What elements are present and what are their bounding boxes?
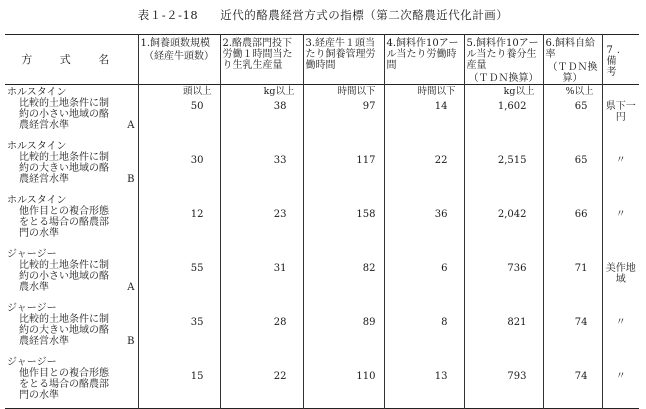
table-title bbox=[0, 7, 646, 23]
header-remarks: 7.備 考 bbox=[602, 35, 639, 85]
remarks-cell: 県下一円 bbox=[602, 85, 639, 139]
description-line: をとる場合の酪農部 bbox=[19, 216, 109, 228]
method-description bbox=[7, 368, 135, 401]
feed-nutrient-cell: 793 bbox=[464, 355, 543, 409]
herd-size-cell: 12 bbox=[138, 193, 220, 247]
remarks-cell: 〃 bbox=[602, 193, 639, 247]
header-feed-nutrient-sub: （ＴＤＮ換算） bbox=[468, 73, 539, 84]
self-sufficiency-cell: 74 bbox=[543, 355, 602, 409]
description-line: 農水準 bbox=[19, 281, 49, 293]
labor-per-cow-cell: 82 bbox=[303, 247, 384, 301]
herd-size-cell: 55 bbox=[138, 247, 220, 301]
table-row bbox=[5, 85, 639, 139]
header-self-sufficiency-sub: （ＴＤＮ換算） bbox=[547, 62, 598, 84]
header-herd-size-sub: （経産牛頭数） bbox=[144, 51, 214, 62]
feed-labor-cell: 13 bbox=[384, 355, 464, 409]
cell-value: 1,602 bbox=[497, 101, 527, 112]
milk-per-hour-cell: 22 bbox=[220, 355, 303, 409]
breed-label: ジャージー bbox=[7, 356, 57, 368]
labor-per-cow-cell: 117 bbox=[303, 139, 384, 193]
self-sufficiency-cell: 65 bbox=[543, 139, 602, 193]
remarks-cell: 〃 bbox=[602, 139, 639, 193]
breed-label: ホルスタイン bbox=[7, 194, 67, 206]
feed-nutrient-cell: 736 bbox=[464, 247, 543, 301]
cell-value: 50 bbox=[190, 101, 204, 112]
description-line: 農経営水準 bbox=[19, 173, 69, 185]
breed-label: ホルスタイン bbox=[7, 87, 67, 98]
method-description bbox=[7, 98, 135, 131]
table-row bbox=[5, 247, 639, 301]
method-description bbox=[7, 152, 135, 185]
header-feed-nutrient bbox=[464, 35, 543, 85]
milk-per-hour-cell: 31 bbox=[220, 247, 303, 301]
cell-value: 38 bbox=[273, 101, 287, 112]
self-sufficiency-cell: 71 bbox=[543, 247, 602, 301]
header-feed-labor: 4.飼料作10アール当たり労働時間 bbox=[384, 35, 464, 85]
self-sufficiency-cell bbox=[543, 85, 602, 139]
remarks-cell: 美作地域 bbox=[602, 247, 639, 301]
method-name-cell bbox=[5, 193, 138, 247]
unit-label: %以上 bbox=[565, 86, 594, 97]
unit-label: 頭以上 bbox=[182, 86, 212, 97]
milk-per-hour-cell: 28 bbox=[220, 301, 303, 355]
feed-nutrient-cell: 2,515 bbox=[464, 139, 543, 193]
herd-size-cell: 30 bbox=[138, 139, 220, 193]
table-row bbox=[5, 301, 639, 355]
table-header bbox=[5, 35, 639, 85]
description-line: 比較的土地条件に制 bbox=[19, 98, 109, 109]
description-line: 約の大きい地域の酪 bbox=[19, 324, 109, 336]
unit-label: 時間以下 bbox=[417, 86, 456, 97]
description-line: をとる場合の酪農部 bbox=[19, 378, 109, 390]
milk-per-hour-cell: 23 bbox=[220, 193, 303, 247]
description-line: 約の小さい地域の酪 bbox=[19, 270, 109, 282]
feed-labor-cell: 22 bbox=[384, 139, 464, 193]
method-name-cell bbox=[5, 355, 138, 409]
cell-value: 14 bbox=[434, 101, 448, 112]
table-row bbox=[5, 139, 639, 193]
cell-value: 97 bbox=[362, 101, 376, 112]
table-number: 表１-２-18 bbox=[137, 8, 199, 22]
description-line: 約の大きい地域の酪 bbox=[19, 162, 109, 174]
feed-nutrient-cell: 821 bbox=[464, 301, 543, 355]
method-name-cell bbox=[5, 247, 138, 301]
herd-size-cell: 35 bbox=[138, 301, 220, 355]
feed-nutrient-cell bbox=[464, 85, 543, 139]
unit-label: 時間以下 bbox=[337, 86, 376, 97]
description-line: 農経営水準 bbox=[19, 335, 69, 347]
method-suffix: B bbox=[127, 335, 135, 347]
header-name: 方 式 名 bbox=[21, 53, 122, 66]
herd-size-cell: 15 bbox=[138, 355, 220, 409]
table-body bbox=[5, 85, 639, 409]
description-line: 約の小さい地域の酪 bbox=[19, 109, 109, 120]
table-row bbox=[5, 355, 639, 409]
self-sufficiency-cell: 74 bbox=[543, 301, 602, 355]
description-line: 比較的土地条件に制 bbox=[19, 259, 109, 271]
method-description bbox=[7, 314, 135, 347]
method-name-cell bbox=[5, 301, 138, 355]
method-suffix: A bbox=[127, 120, 135, 131]
breed-label: ジャージー bbox=[7, 248, 57, 260]
method-name-cell bbox=[5, 139, 138, 193]
herd-size-cell bbox=[138, 85, 220, 139]
labor-per-cow-cell: 158 bbox=[303, 193, 384, 247]
unit-label: kg以上 bbox=[503, 86, 535, 97]
remarks-cell: 〃 bbox=[602, 355, 639, 409]
feed-labor-cell: 8 bbox=[384, 301, 464, 355]
description-line: 門の水準 bbox=[19, 389, 59, 401]
description-line: 他作目との複合形態 bbox=[19, 205, 109, 217]
method-description bbox=[7, 260, 135, 293]
dairy-management-table bbox=[5, 34, 639, 409]
header-self-sufficiency bbox=[543, 35, 602, 85]
table-title-text: 近代的酪農経営方式の指標（第二次酪農近代化計画） bbox=[220, 8, 509, 22]
feed-labor-cell: 6 bbox=[384, 247, 464, 301]
milk-per-hour-cell bbox=[220, 85, 303, 139]
feed-nutrient-cell: 2,042 bbox=[464, 193, 543, 247]
labor-per-cow-cell: 89 bbox=[303, 301, 384, 355]
breed-label: ジャージー bbox=[7, 302, 57, 314]
method-suffix: B bbox=[127, 173, 135, 185]
feed-labor-cell bbox=[384, 85, 464, 139]
labor-per-cow-cell: 110 bbox=[303, 355, 384, 409]
description-line: 他作目との複合形態 bbox=[19, 367, 109, 379]
description-line: 農経営水準 bbox=[19, 120, 69, 131]
method-description bbox=[7, 206, 135, 239]
breed-label: ホルスタイン bbox=[7, 140, 67, 152]
table-row bbox=[5, 193, 639, 247]
method-suffix: A bbox=[127, 281, 135, 293]
description-line: 門の水準 bbox=[19, 227, 59, 239]
remarks-cell: 〃 bbox=[602, 301, 639, 355]
header-herd-size bbox=[138, 35, 220, 85]
description-line: 比較的土地条件に制 bbox=[19, 313, 109, 325]
description-line: 比較的土地条件に制 bbox=[19, 151, 109, 163]
labor-per-cow-cell bbox=[303, 85, 384, 139]
cell-value: 65 bbox=[574, 101, 588, 112]
milk-per-hour-cell: 33 bbox=[220, 139, 303, 193]
method-name-cell bbox=[5, 85, 138, 139]
feed-labor-cell: 36 bbox=[384, 193, 464, 247]
header-self-sufficiency-label: 6.飼料自給率 bbox=[545, 38, 596, 60]
header-labor-per-cow: 3.経産牛１頭当たり飼養管理労働時間 bbox=[303, 35, 384, 85]
self-sufficiency-cell: 66 bbox=[543, 193, 602, 247]
header-feed-nutrient-label: 5.飼料作10アール当たり養分生産量 bbox=[466, 38, 539, 71]
header-herd-size-label: 1.飼養頭数規模 bbox=[140, 38, 211, 49]
unit-label: kg以上 bbox=[263, 86, 295, 97]
header-milk-per-hour: 2.酪農部門投下労働１時間当たり生乳生産量 bbox=[220, 35, 303, 85]
